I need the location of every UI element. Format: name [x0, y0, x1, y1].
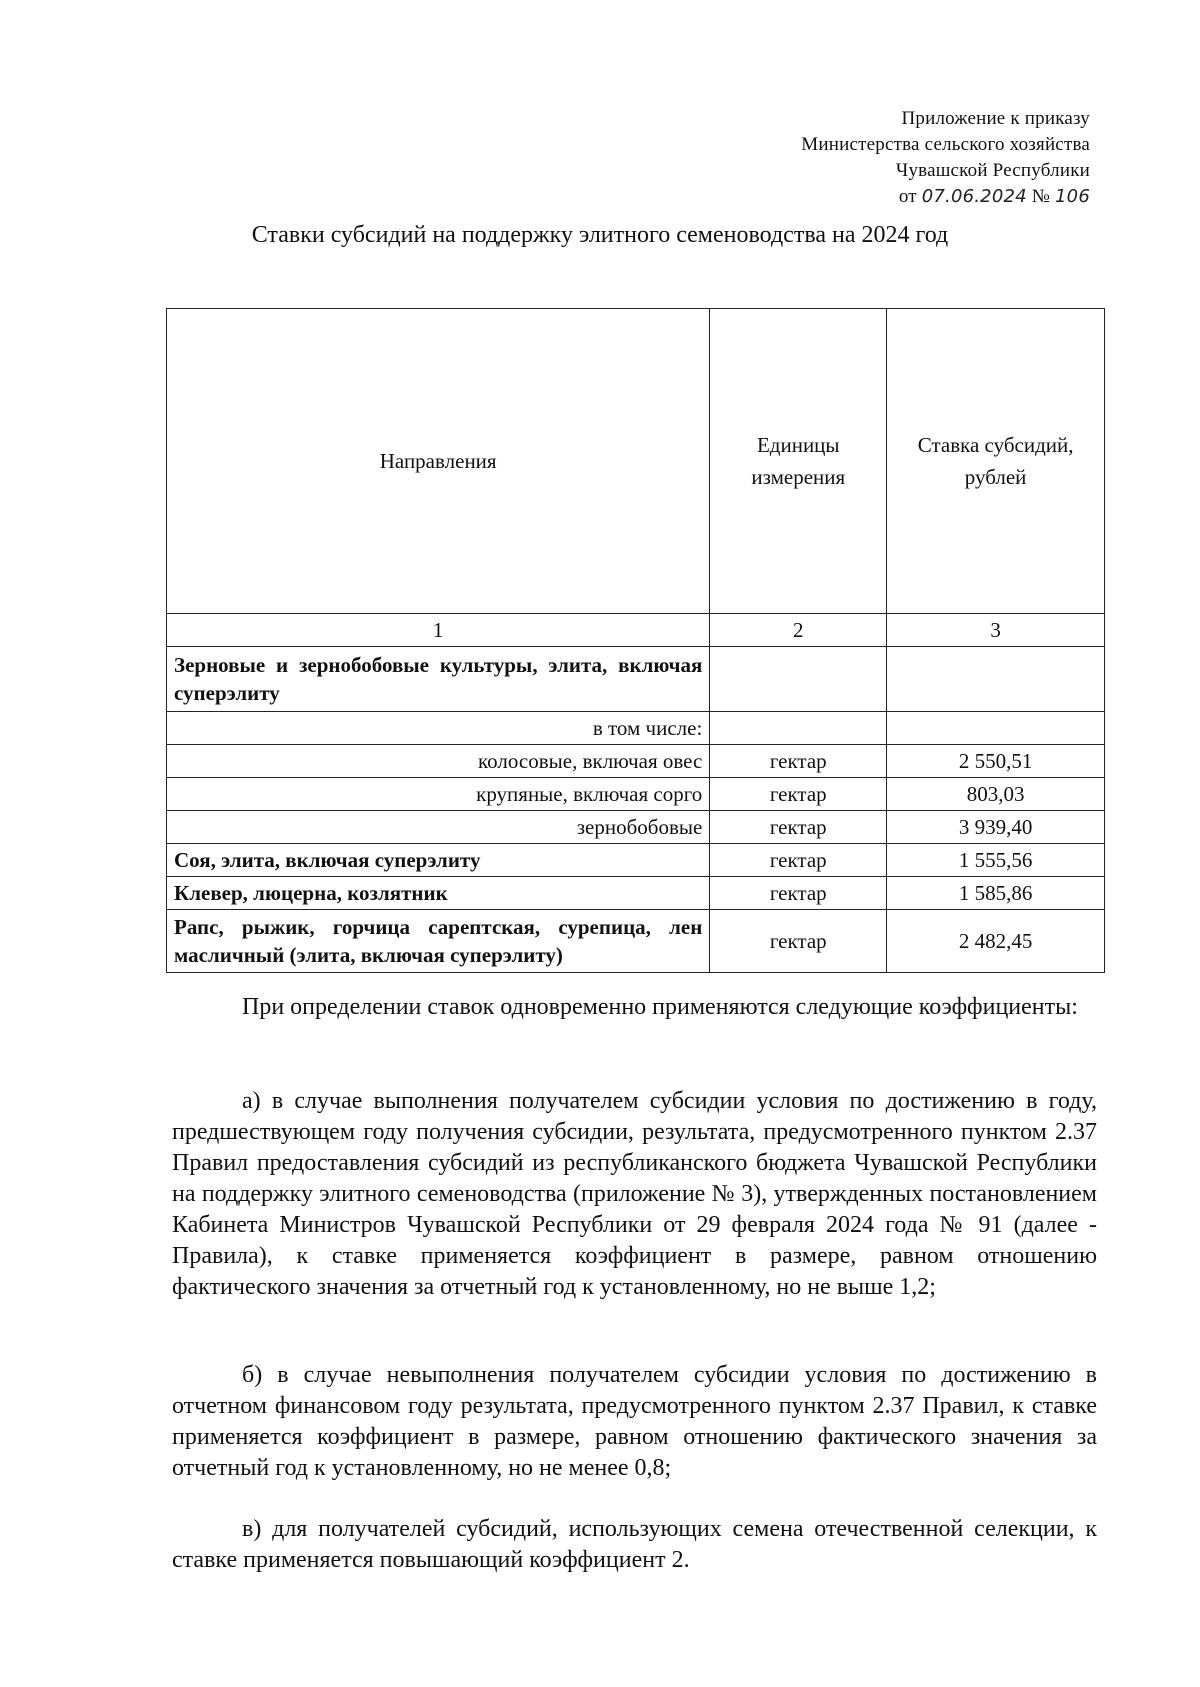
row-unit: гектар — [710, 877, 887, 910]
date-prefix: от — [898, 186, 917, 207]
row-unit: гектар — [710, 745, 887, 778]
paragraph-a: а) в случае выполнения получателем субсидии условия по достижению в году, предшествующем году получения субсидии, результата, предусмотренного пунктом 2.37 Правил предоставления субсидий из республиканского бюджета Чувашской Республики на поддержку элитного семеноводства (приложение № 3), утвержденных постановлением Кабинета Министров Чувашской Республики от 29 февраля 2024 года № 91 (далее - Правила), к ставке применяется коэффициент в размере, равном отношению фактического значения за отчетный год к установленному, но не выше 1,2; — [172, 1088, 1097, 1300]
row-name: колосовые, включая овес — [167, 745, 710, 778]
table-row — [167, 647, 1105, 712]
paragraph-intro: При определении ставок одновременно применяются следующие коэффициенты: — [242, 994, 1078, 1020]
row-unit: гектар — [710, 778, 887, 811]
appendix-line-1: Приложение к приказу — [901, 108, 1090, 129]
row-rate — [887, 647, 1105, 712]
table-row — [167, 811, 1105, 844]
paragraph-c: в) для получателей субсидий, использующих семена отечественной селекции, к ставке применяется повышающий коэффициент 2. — [172, 1516, 1097, 1573]
header-units: Единицы измерения — [710, 309, 887, 614]
table-row — [167, 910, 1105, 973]
row-name: Соя, элита, включая суперэлиту — [167, 844, 710, 877]
row-unit — [710, 647, 887, 712]
row-name: в том числе: — [167, 712, 710, 745]
appendix-date-line — [801, 184, 1090, 210]
column-number: 2 — [710, 614, 887, 647]
row-rate: 3 939,40 — [887, 811, 1105, 844]
row-rate — [887, 712, 1105, 745]
row-name: Клевер, люцерна, козлятник — [167, 877, 710, 910]
table-row — [167, 712, 1105, 745]
row-name: зернобобовые — [167, 811, 710, 844]
row-rate: 2 482,45 — [887, 910, 1105, 973]
row-unit — [710, 712, 887, 745]
row-rate: 1 555,56 — [887, 844, 1105, 877]
appendix-line-2: Министерства сельского хозяйства — [801, 134, 1090, 155]
document-title: Ставки субсидий на поддержку элитного семеноводства на 2024 год — [251, 222, 949, 248]
appendix-header — [801, 106, 1090, 210]
subsidy-rates-table — [166, 308, 1105, 973]
table-row — [167, 778, 1105, 811]
header-directions: Направления — [167, 309, 710, 614]
row-rate: 1 585,86 — [887, 877, 1105, 910]
number-prefix: № — [1031, 186, 1051, 207]
paragraph-b: б) в случае невыполнения получателем субсидии условия по достижению в отчетном финансовом году результата, предусмотренного пунктом 2.37 Правил, к ставке применяется коэффициент в размере, равном отношению фактического значения за отчетный год к установленному, но не менее 0,8; — [172, 1362, 1097, 1481]
row-rate: 2 550,51 — [887, 745, 1105, 778]
table-header-row — [167, 309, 1105, 614]
row-unit: гектар — [710, 844, 887, 877]
header-rate: Ставка субсидий, рублей — [887, 309, 1105, 614]
handwritten-number: 106 — [1055, 186, 1090, 207]
appendix-line-3: Чувашской Республики — [895, 160, 1090, 181]
row-name: Рапс, рыжик, горчица сарептская, сурепица, лен масличный (элита, включая суперэлиту) — [167, 910, 710, 973]
row-name: Зерновые и зернобобовые культуры, элита, включая суперэлиту — [167, 647, 710, 712]
row-rate: 803,03 — [887, 778, 1105, 811]
table-row — [167, 877, 1105, 910]
row-name: крупяные, включая сорго — [167, 778, 710, 811]
row-unit: гектар — [710, 811, 887, 844]
table-row — [167, 745, 1105, 778]
row-unit: гектар — [710, 910, 887, 973]
column-number-row — [167, 614, 1105, 647]
handwritten-date: 07.06.2024 — [921, 186, 1027, 207]
column-number: 3 — [887, 614, 1105, 647]
column-number: 1 — [167, 614, 710, 647]
table-row — [167, 844, 1105, 877]
